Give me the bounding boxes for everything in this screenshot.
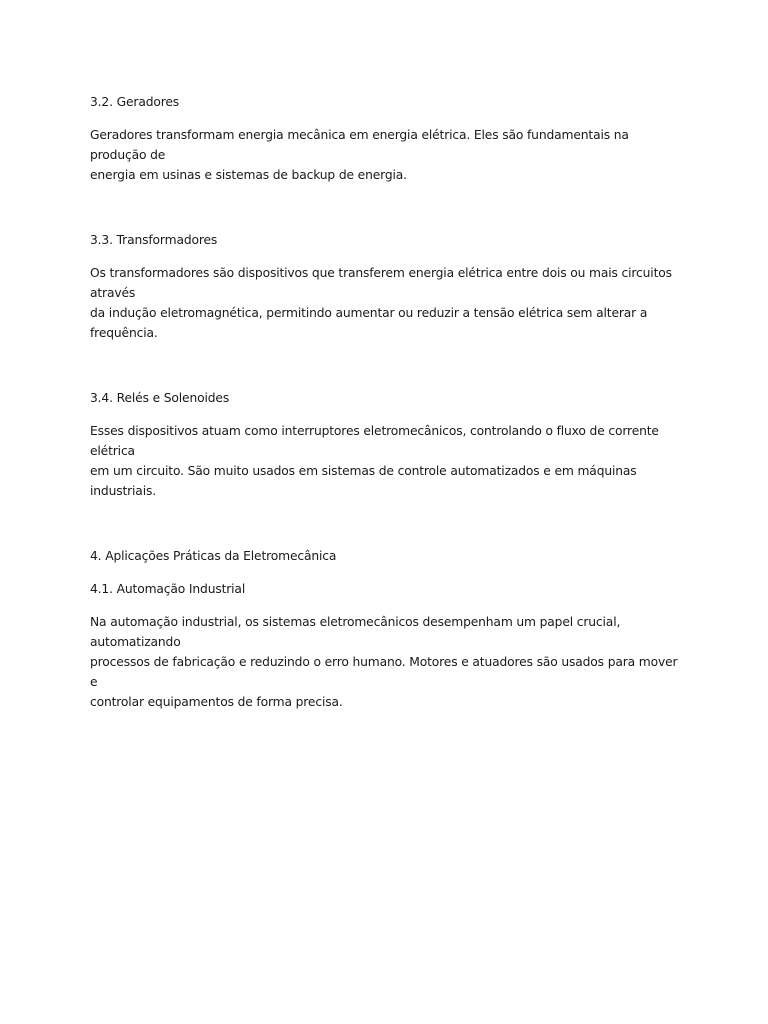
section-heading-4-1: 4.1. Automação Industrial [90,582,246,596]
paragraph-line: Geradores transformam energia mecânica em energia elétrica. Eles são fundamentais na produção de [90,128,629,162]
paragraph-line: em um circuito. São muito usados em sistemas de controle automatizados e em máquinas industriais. [90,464,637,498]
section-paragraph-3-2 [90,125,680,185]
paragraph-line: Os transformadores são dispositivos que transferem energia elétrica entre dois ou mais circuitos através [90,266,672,300]
section-paragraph-3-4 [90,421,680,501]
document-body [90,92,680,712]
paragraph-line: Esses dispositivos atuam como interruptores eletromecânicos, controlando o fluxo de corrente elétrica [90,424,659,458]
paragraph-line: processos de fabricação e reduzindo o erro humano. Motores e atuadores são usados para mover e [90,655,678,689]
paragraph-line: da indução eletromagnética, permitindo aumentar ou reduzir a tensão elétrica sem alterar a frequência. [90,306,648,340]
section-paragraph-3-3 [90,263,680,343]
paragraph-line: controlar equipamentos de forma precisa. [90,695,343,709]
section-heading-3-2: 3.2. Geradores [90,95,180,109]
paragraph-line: Na automação industrial, os sistemas eletromecânicos desempenham um papel crucial, automatizando [90,615,621,649]
paragraph-line: energia em usinas e sistemas de backup de energia. [90,168,407,182]
section-paragraph-4-1 [90,612,680,712]
chapter-heading-4: 4. Aplicações Práticas da Eletromecânica [90,549,337,563]
section-heading-3-4: 3.4. Relés e Solenoides [90,391,230,405]
section-heading-3-3: 3.3. Transformadores [90,233,218,247]
